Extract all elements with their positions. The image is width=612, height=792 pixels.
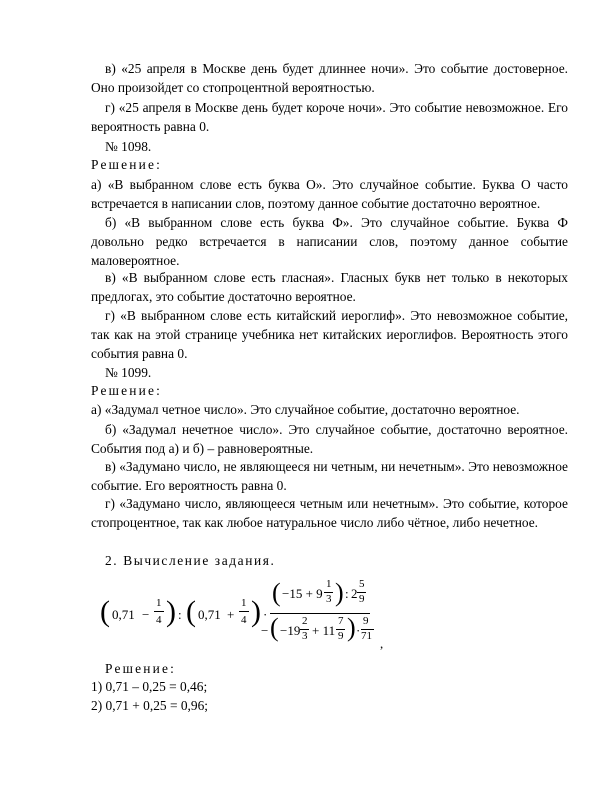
solution-heading-task-2: Решение: (105, 661, 177, 676)
frac-1-4-num-2: 1 (241, 597, 247, 609)
frac-9-71-den: 71 (361, 630, 372, 642)
frac-9-71-num: 9 (363, 615, 369, 627)
minus-sign: − (142, 607, 150, 622)
term-a-1: 0,71 (112, 607, 135, 622)
paren-open-2: ( (186, 595, 196, 628)
paren-open-3: ( (272, 578, 281, 607)
paragraph-1098-b: б) «В выбранном слове есть буква Ф». Это случайное событие. Буква Ф довольно редко встречается в написании слов, поэтому данное событие маловероятное. (91, 215, 568, 269)
solution-heading-1099: Решение: (91, 383, 163, 398)
frac-2-3-den: 3 (302, 630, 308, 642)
frac-7-9-den: 9 (338, 630, 344, 642)
paragraph-1098-g: г) «В выбранном слове есть китайский иероглиф». Это невозможное событие, так как на этой странице учебника нет китайских иероглифов. Вероятность этого события равна 0. (91, 308, 568, 362)
paragraph-1099-a: а) «Задумал четное число». Это случайное событие, достаточно вероятное. (91, 402, 520, 417)
paren-open-1: ( (100, 595, 110, 628)
frac-2-3-num: 2 (302, 615, 308, 627)
paren-close-4: ) (347, 613, 356, 642)
term-a-2: 0,71 (198, 607, 221, 622)
problem-number-1099: № 1099. (105, 365, 152, 380)
frac-5-9-num: 5 (359, 578, 365, 590)
dot-sign: · (263, 607, 268, 622)
denominator-term-1: −19 (280, 623, 301, 638)
frac-1-4-den-2: 4 (241, 614, 247, 626)
colon-sign: : (178, 607, 182, 622)
step-1: 1) 0,71 – 0,25 = 0,46; (91, 679, 208, 694)
paragraph-1099-b: б) «Задумал нечетное число». Это случайное событие, достаточно вероятное. События под а) и б) – равновероятные. (91, 422, 568, 457)
frac-bar (154, 611, 164, 612)
numerator-term: −15 + 9 (282, 586, 323, 601)
step-2: 2) 0,71 + 0,25 = 0,96; (91, 698, 209, 713)
dot-sign-2: · (356, 623, 361, 638)
plus-sign: + (227, 607, 235, 622)
frac-5-9-den: 9 (359, 593, 365, 605)
paragraph-1097-v: в) «25 апреля в Москве день будет длиннее ночи». Это событие достоверное. Оно произойдет со стопроцентной вероятностью. (91, 61, 568, 96)
paragraph-1099-g: г) «Задумано число, являющееся четным или нечетным». Это событие, которое стопроцентное, так как любое натуральное число либо чётное, либо нечетное. (91, 496, 568, 531)
frac-1-3-den: 3 (326, 593, 332, 605)
frac-7-9-num: 7 (338, 615, 344, 627)
denominator-term-2: + 11 (312, 623, 336, 638)
frac-1-4-num: 1 (156, 597, 162, 609)
frac-1-4-den: 4 (156, 614, 162, 626)
paragraph-1098-v: в) «В выбранном слове есть гласная». Гласных букв нет только в некоторых предлогах, это событие достаточно вероятное. (91, 270, 568, 305)
frac-1-3-num: 1 (326, 578, 332, 590)
paragraph-1097-g: г) «25 апреля в Москве день будет короче ночи». Это событие невозможное. Его вероятность равна 0. (91, 100, 568, 135)
solution-heading-1098: Решение: (91, 157, 163, 172)
paren-open-4: ( (270, 613, 279, 642)
paren-close-2: ) (251, 595, 261, 628)
denominator-minus: − (261, 623, 269, 638)
paragraph-1098-a: а) «В выбранном слове есть буква О». Это случайное событие. Буква О часто встречается в написании слов, поэтому данное событие достаточно вероятное. (91, 177, 568, 212)
frac-bar (239, 611, 249, 612)
formula-comma: , (380, 636, 384, 651)
math-expression (100, 580, 400, 652)
paren-close-3: ) (335, 578, 344, 607)
colon-sign-2: : (345, 586, 349, 601)
paren-close-1: ) (166, 595, 176, 628)
mixed-whole-2: 2 (351, 586, 358, 601)
task-2-heading: 2. Вычисление задания. (105, 553, 276, 568)
paragraph-1099-v: в) «Задумано число, не являющееся ни четным, ни нечетным». Это невозможное событие. Его вероятность равна 0. (91, 459, 568, 494)
problem-number-1098: № 1098. (105, 139, 152, 154)
